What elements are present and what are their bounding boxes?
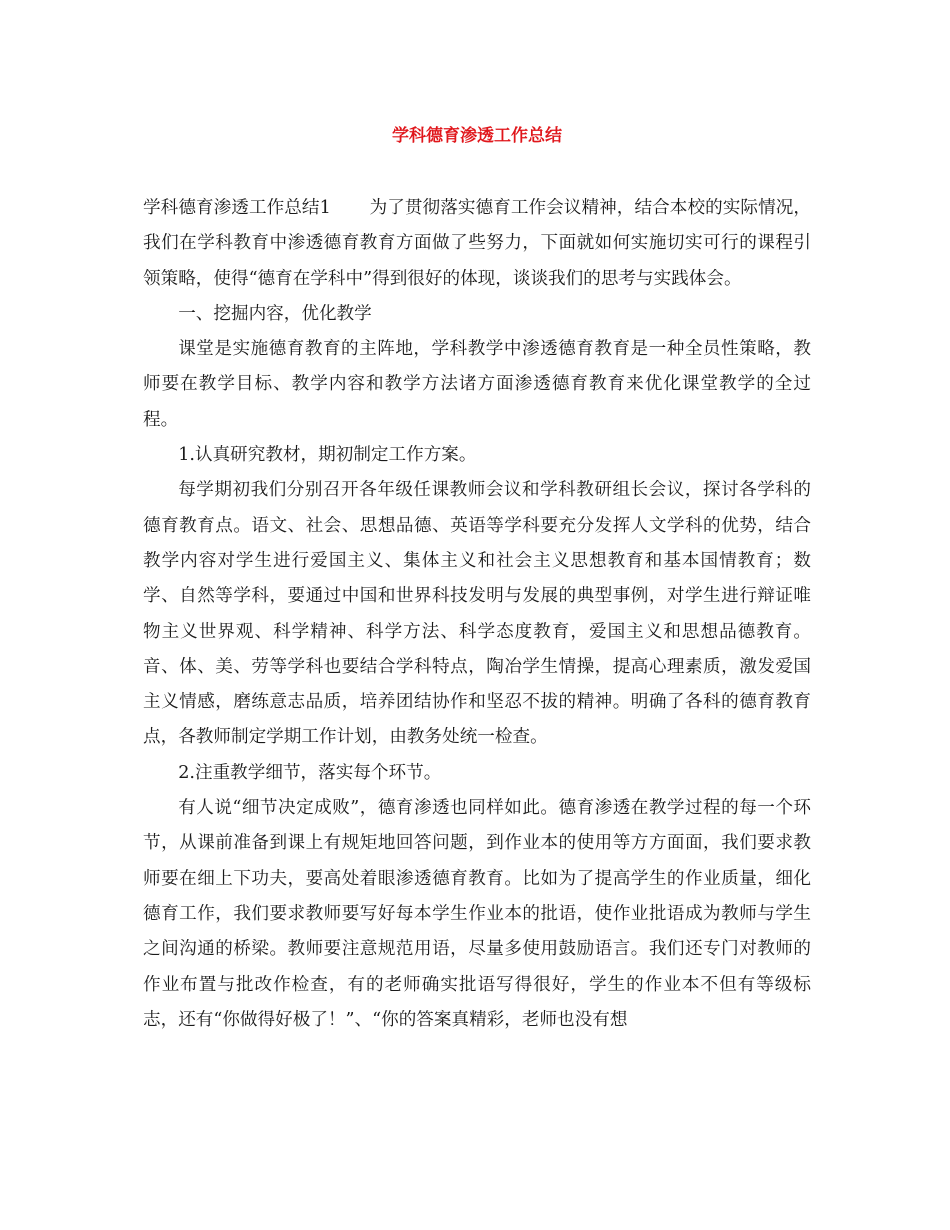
lead-paragraph (143, 191, 811, 297)
paragraph: 每学期初我们分别召开各年级任课教师会议和学科教研组长会议，探讨各学科的德育教育点。语文、社会、思想品德、英语等学科要充分发挥人文学科的优势，结合教学内容对学生进行爱国主义、集体主义和社会主义思想教育和基本国情教育；数学、自然等学科，要通过中国和世界科技发明与发展的典型事例，对学生进行辩证唯物主义世界观、科学精神、科学方法、科学态度教育，爱国主义和思想品德教育。音、体、美、劳等学科也要结合学科特点，陶冶学生情操，提高心理素质，激发爱国主义情感，磨练意志品质，培养团结协作和坚忍不拔的精神。明确了各科的德育教育点，各教师制定学期工作计划，由教务处统一检查。 (143, 480, 811, 748)
subsection-heading: 1.认真研究教材，期初制定工作方案。 (178, 445, 477, 466)
section-heading: 一、挖掘内容，优化教学 (178, 303, 372, 324)
document-body (143, 191, 811, 1038)
document-title: 学科德育渗透工作总结 (392, 126, 562, 146)
lead-label: 学科德育渗透工作总结1 (143, 198, 331, 218)
lead-text: 为了贯彻落实德育工作会议精神，结合本校的实际情况，我们在学科教育中渗透德育教育方面做了些努力，下面就如何实施切实可行的课程引领策略，使得“德育在学科中”得到很好的体现，谈谈我们的思考与实践体会。 (143, 198, 811, 289)
subsection-heading: 2.注重教学细节，落实每个环节。 (178, 762, 442, 783)
paragraph: 课堂是实施德育教育的主阵地，学科教学中渗透德育教育是一种全员性策略，教师要在教学目标、教学内容和教学方法诸方面渗透德育教育来优化课堂教学的全过程。 (143, 339, 811, 430)
paragraph: 有人说“细节决定成败”，德育渗透也同样如此。德育渗透在教学过程的每一个环节，从课前准备到课上有规矩地回答问题，到作业本的使用等方方面面，我们要求教师要在细上下功夫，要高处着眼渗透德育教育。比如为了提高学生的作业质量，细化德育工作，我们要求教师要写好每本学生作业本的批语，使作业批语成为教师与学生之间沟通的桥梁。教师要注意规范用语，尽量多使用鼓励语言。我们还专门对教师的作业布置与批改作检查，有的老师确实批语写得很好，学生的作业本不但有等级标志，还有“你做得好极了！”、“你的答案真精彩，老师也没有想 (143, 798, 811, 1030)
